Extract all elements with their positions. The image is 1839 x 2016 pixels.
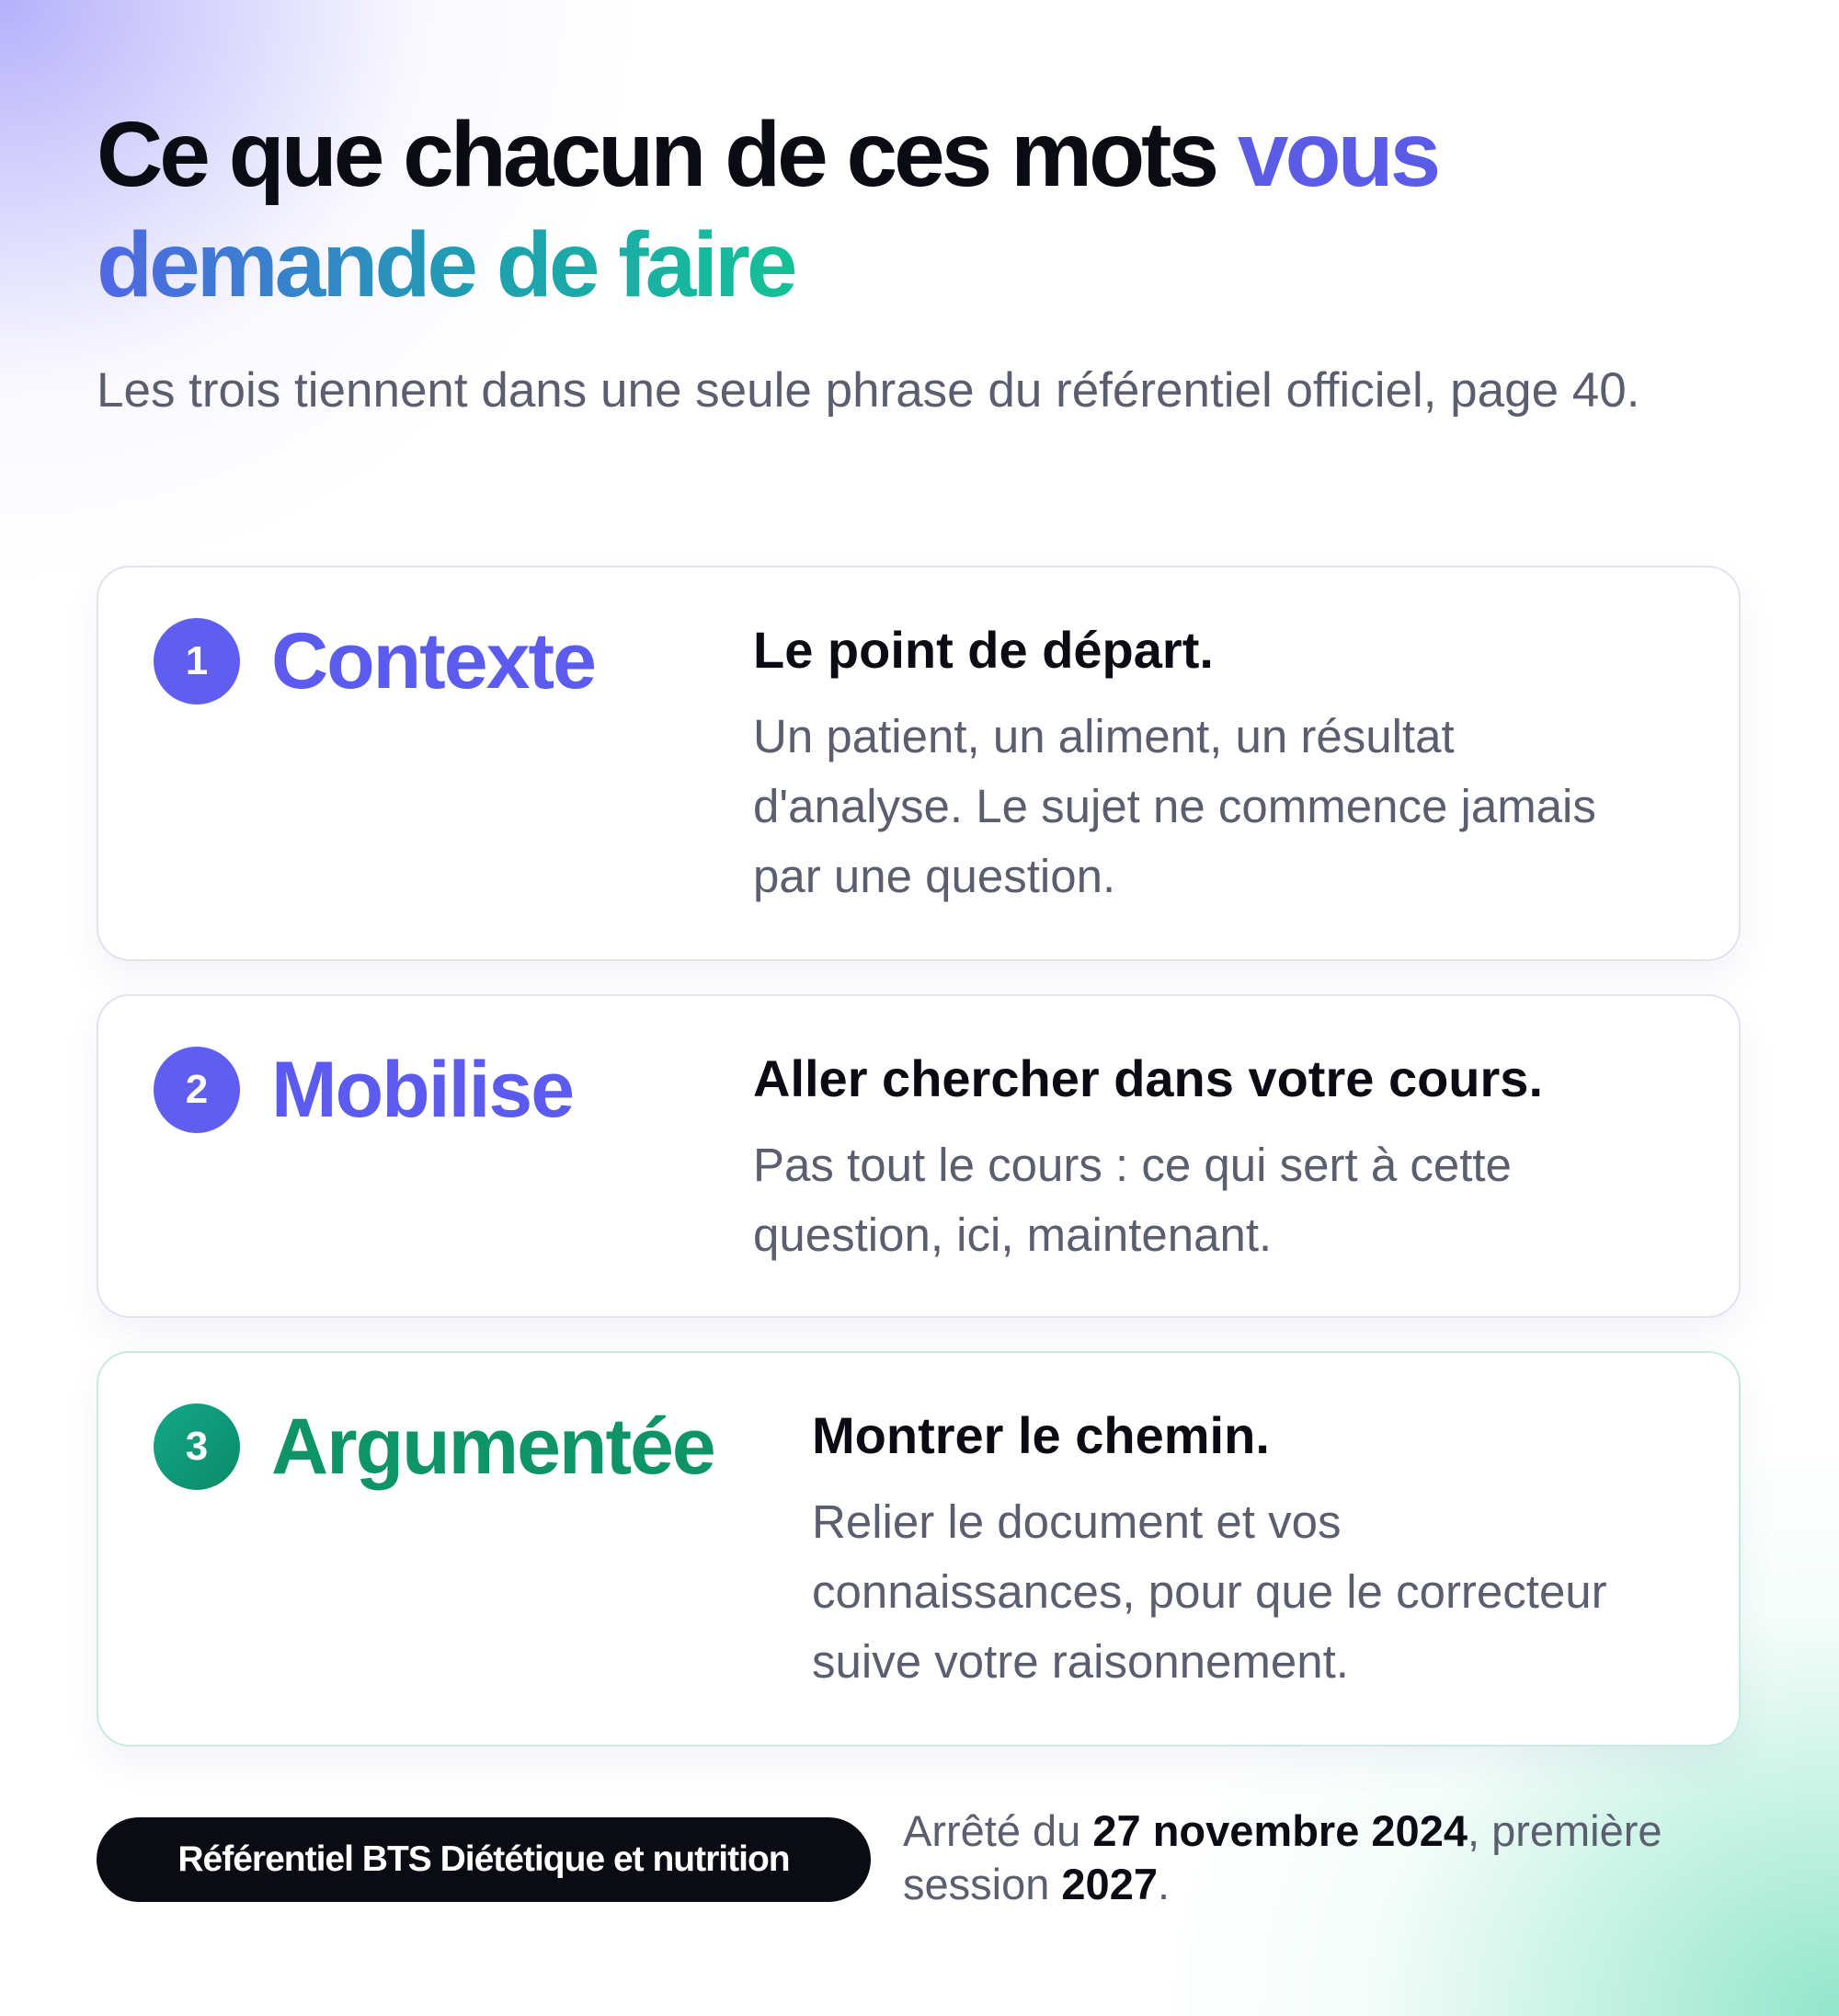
note-date: 27 novembre 2024 [1092, 1806, 1468, 1855]
card-number-badge: 1 [154, 618, 240, 704]
note-suffix: . [1157, 1860, 1171, 1908]
card-term: Contexte [271, 617, 595, 705]
page-subtitle: Les trois tiennent dans une seule phrase du référentiel officiel, page 40. [97, 363, 1640, 418]
card-mobilise [97, 994, 1741, 1318]
title-accent-demande: demande de faire [97, 213, 794, 316]
referentiel-badge: Référentiel BTS Diététique et nutrition [97, 1817, 871, 1902]
card-heading: Montrer le chemin. [812, 1406, 1270, 1464]
card-description: Un patient, un aliment, un résultat d'analyse. Le sujet ne commence jamais par une question. [753, 710, 1596, 902]
card-argumentee [97, 1351, 1741, 1747]
title-accent-vous: vous [1237, 103, 1438, 206]
title-dark-part: Ce que chacun de ces mots [97, 103, 1238, 206]
note-year: 2027 [1061, 1860, 1158, 1908]
card-contexte [97, 566, 1741, 961]
card-heading: Le point de départ. [753, 621, 1214, 679]
card-number-badge: 3 [154, 1403, 240, 1490]
card-number-badge: 2 [154, 1047, 240, 1133]
note-prefix: Arrêté du [903, 1806, 1093, 1855]
card-description: Relier le document et vos connaissances, pour que le correcteur suive votre raisonnement. [812, 1495, 1607, 1688]
card-description: Pas tout le cours : ce qui sert à cette question, ici, maintenant. [753, 1139, 1512, 1261]
note-middle: , première session [903, 1806, 1662, 1908]
card-term: Mobilise [271, 1046, 574, 1134]
page-title [97, 99, 1752, 320]
card-heading: Aller chercher dans votre cours. [753, 1049, 1544, 1107]
card-term: Argumentée [271, 1403, 714, 1491]
footer-note [903, 1804, 1749, 1911]
